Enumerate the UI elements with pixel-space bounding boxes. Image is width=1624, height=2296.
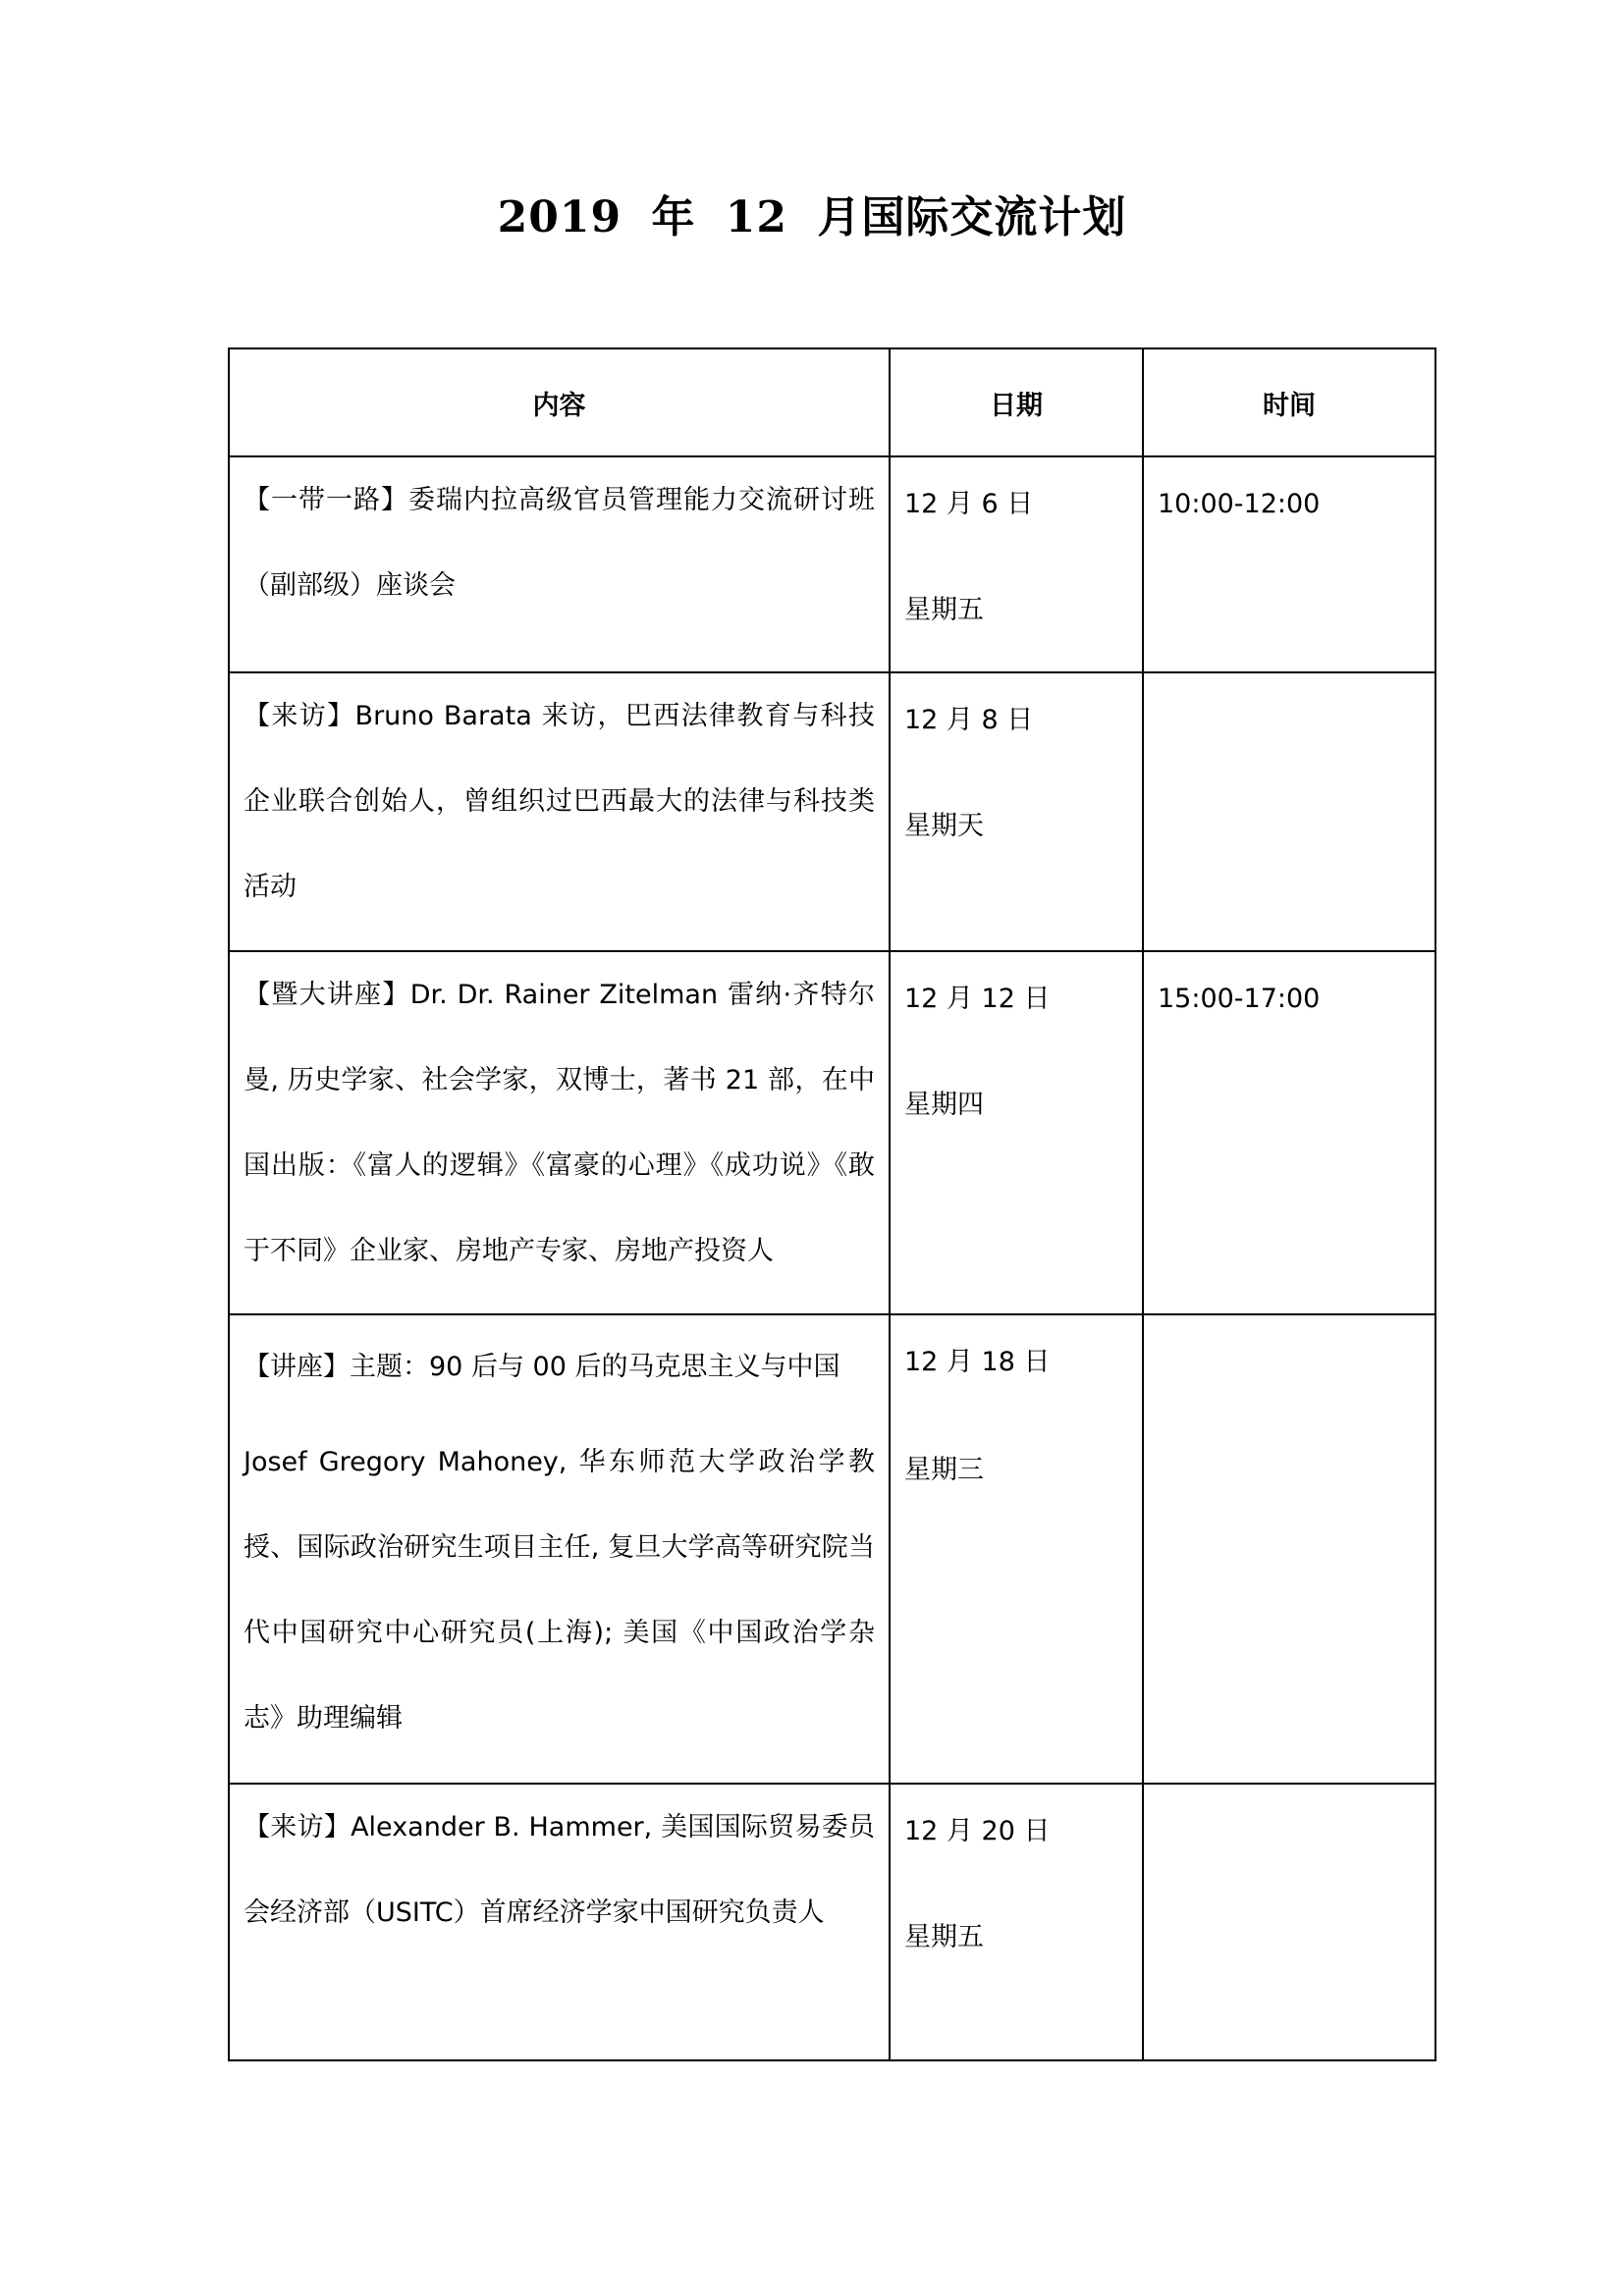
time-text: 10:00-12:00 — [1158, 489, 1321, 519]
date-text: 12 月 12 日 — [904, 984, 1051, 1014]
table-row — [229, 951, 1435, 1314]
table-row — [229, 1314, 1435, 1784]
weekday-text: 星期五 — [904, 1922, 984, 1952]
date-text: 12 月 20 日 — [904, 1816, 1051, 1846]
exchange-plan-table — [228, 347, 1436, 2061]
content-cell: 【暨大讲座】Dr. Dr. Rainer Zitelman 雷纳·齐特尔曼, 历史学家、社会学家，双博士，著书 21 部，在中国出版：《富人的逻辑》《富豪的心理》《成功说》《敢于不同》企业家、房地产专家、房地产投资人 — [229, 951, 890, 1314]
date-cell — [890, 1784, 1143, 2060]
time-cell — [1143, 672, 1435, 951]
content-cell: 【来访】Alexander B. Hammer, 美国国际贸易委员会经济部（USITC）首席经济学家中国研究负责人 — [229, 1784, 890, 2060]
date-text: 12 月 8 日 — [904, 705, 1034, 735]
content-cell: 【一带一路】委瑞内拉高级官员管理能力交流研讨班（副部级）座谈会 — [229, 456, 890, 672]
speaker-bio: Josef Gregory Mahoney, 华东师范大学政治学教授、国际政治研究生项目主任, 复旦大学高等研究院当代中国研究中心研究员(上海); 美国《中国政治学杂志》助理编辑 — [244, 1447, 875, 1734]
date-cell — [890, 672, 1143, 951]
header-content: 内容 — [229, 348, 890, 456]
time-text: 15:00-17:00 — [1158, 984, 1321, 1014]
date-text: 12 月 18 日 — [904, 1347, 1051, 1377]
date-cell — [890, 951, 1143, 1314]
time-cell — [1143, 456, 1435, 672]
header-date: 日期 — [890, 348, 1143, 456]
lecture-topic: 【讲座】主题：90 后与 00 后的马克思主义与中国 — [244, 1352, 840, 1382]
content-cell — [229, 1314, 890, 1784]
date-text: 12 月 6 日 — [904, 489, 1034, 519]
header-time: 时间 — [1143, 348, 1435, 456]
weekday-text: 星期三 — [904, 1455, 984, 1485]
table-row — [229, 456, 1435, 672]
time-cell — [1143, 1784, 1435, 2060]
weekday-text: 星期五 — [904, 595, 984, 625]
date-cell — [890, 456, 1143, 672]
table-row — [229, 672, 1435, 951]
date-cell — [890, 1314, 1143, 1784]
page-title: 2019 年 12 月国际交流计划 — [497, 192, 1127, 242]
content-cell: 【来访】Bruno Barata 来访，巴西法律教育与科技企业联合创始人，曾组织过巴西最大的法律与科技类活动 — [229, 672, 890, 951]
weekday-text: 星期天 — [904, 811, 984, 841]
time-cell — [1143, 951, 1435, 1314]
table-header-row — [229, 348, 1435, 456]
table-row — [229, 1784, 1435, 2060]
time-cell — [1143, 1314, 1435, 1784]
weekday-text: 星期四 — [904, 1090, 984, 1120]
